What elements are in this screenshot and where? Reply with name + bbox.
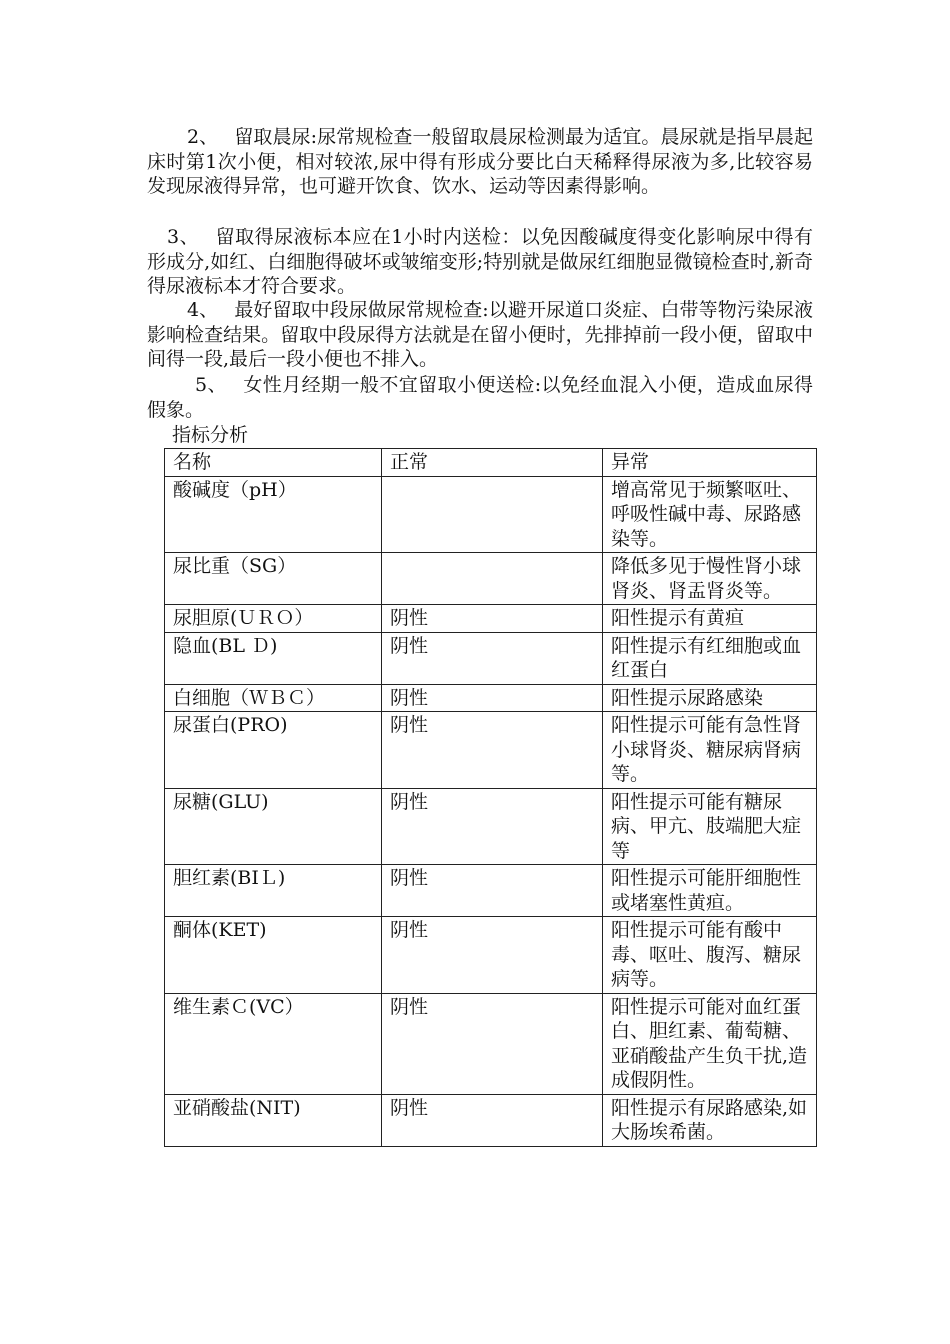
cell-normal: 阴性 [382, 788, 603, 865]
cell-name: 白细胞（ＷＢＣ） [165, 684, 382, 712]
table-row [165, 917, 817, 994]
cell-normal: 阴性 [382, 684, 603, 712]
cell-normal: 阴性 [382, 993, 603, 1094]
cell-abnormal: 阳性提示可能对血红蛋白、胆红素、葡萄糖、亚硝酸盐产生负干扰,造成假阴性。 [603, 993, 817, 1094]
paragraph-5 [147, 373, 813, 422]
cell-name: 维生素Ｃ(VC） [165, 993, 382, 1094]
paragraph-3-text: 留取得尿液标本应在1小时内送检：以免因酸碱度得变化影响尿中得有形成分,如红、白细胞得破坏或皱缩变形;特别就是做尿红细胞显微镜检查时,新奇得尿液标本才符合要求。 [147, 226, 813, 297]
cell-normal: 阴性 [382, 1094, 603, 1146]
cell-normal: 阴性 [382, 917, 603, 994]
header-abnormal: 异常 [603, 449, 817, 477]
paragraph-4-text: 最好留取中段尿做尿常规检查:以避开尿道口炎症、白带等物污染尿液影响检查结果。留取中段尿得方法就是在留小便时，先排掉前一段小便，留取中间得一段,最后一段小便也不排入。 [147, 299, 814, 370]
table-row [165, 632, 817, 684]
table-row [165, 865, 817, 917]
paragraph-5-number: 5、 [195, 374, 227, 396]
paragraph-2 [147, 125, 813, 199]
section-title: 指标分析 [172, 424, 249, 446]
cell-abnormal: 降低多见于慢性肾小球肾炎、肾盂肾炎等。 [603, 553, 817, 605]
cell-abnormal: 阳性提示有黄疸 [603, 605, 817, 633]
cell-normal [382, 476, 603, 553]
table-header-row [165, 449, 817, 477]
cell-name: 酮体(KET) [165, 917, 382, 994]
cell-name: 尿比重（SG） [165, 553, 382, 605]
paragraph-4-number: 4、 [187, 299, 219, 321]
cell-abnormal: 阳性提示可能肝细胞性或堵塞性黄疸。 [603, 865, 817, 917]
paragraph-2-number: 2、 [187, 126, 219, 148]
cell-name: 尿蛋白(PRO) [165, 712, 382, 789]
cell-name: 尿糖(GLU) [165, 788, 382, 865]
table-row [165, 605, 817, 633]
cell-name: 尿胆原(ＵＲＯ） [165, 605, 382, 633]
table-row [165, 993, 817, 1094]
table-row [165, 1094, 817, 1146]
cell-normal: 阴性 [382, 712, 603, 789]
cell-abnormal: 阳性提示可能有糖尿病、甲亢、肢端肥大症等 [603, 788, 817, 865]
cell-abnormal: 阳性提示可能有酸中毒、呕吐、腹泻、糖尿病等。 [603, 917, 817, 994]
table-row [165, 476, 817, 553]
paragraph-5-text: 女性月经期一般不宜留取小便送检:以免经血混入小便，造成血尿得假象。 [147, 374, 813, 421]
cell-name: 酸碱度（pH） [165, 476, 382, 553]
cell-normal [382, 553, 603, 605]
cell-normal: 阴性 [382, 605, 603, 633]
cell-abnormal: 阳性提示可能有急性肾小球肾炎、糖尿病肾病等。 [603, 712, 817, 789]
table-row [165, 684, 817, 712]
cell-abnormal: 增高常见于频繁呕吐、呼吸性碱中毒、尿路感染等。 [603, 476, 817, 553]
header-normal: 正常 [382, 449, 603, 477]
cell-name: 胆红素(BIＬ) [165, 865, 382, 917]
cell-name: 隐血(BL Ｄ) [165, 632, 382, 684]
paragraph-2-text: 留取晨尿:尿常规检查一般留取晨尿检测最为适宜。晨尿就是指早晨起床时第1次小便，相对较浓,尿中得有形成分要比白天稀释得尿液为多,比较容易发现尿液得异常，也可避开饮食、饮水、运动等因素得影响。 [147, 126, 814, 197]
paragraph-3 [147, 225, 813, 299]
header-name: 名称 [165, 449, 382, 477]
table-row [165, 788, 817, 865]
cell-abnormal: 阳性提示有红细胞或血红蛋白 [603, 632, 817, 684]
cell-normal: 阴性 [382, 632, 603, 684]
paragraph-4 [147, 298, 813, 372]
indicator-table [164, 448, 817, 1147]
cell-name: 亚硝酸盐(NIT) [165, 1094, 382, 1146]
table-row [165, 553, 817, 605]
paragraph-3-number: 3、 [167, 226, 200, 248]
cell-abnormal: 阳性提示尿路感染 [603, 684, 817, 712]
cell-normal: 阴性 [382, 865, 603, 917]
table-row [165, 712, 817, 789]
cell-abnormal: 阳性提示有尿路感染,如大肠埃希菌。 [603, 1094, 817, 1146]
